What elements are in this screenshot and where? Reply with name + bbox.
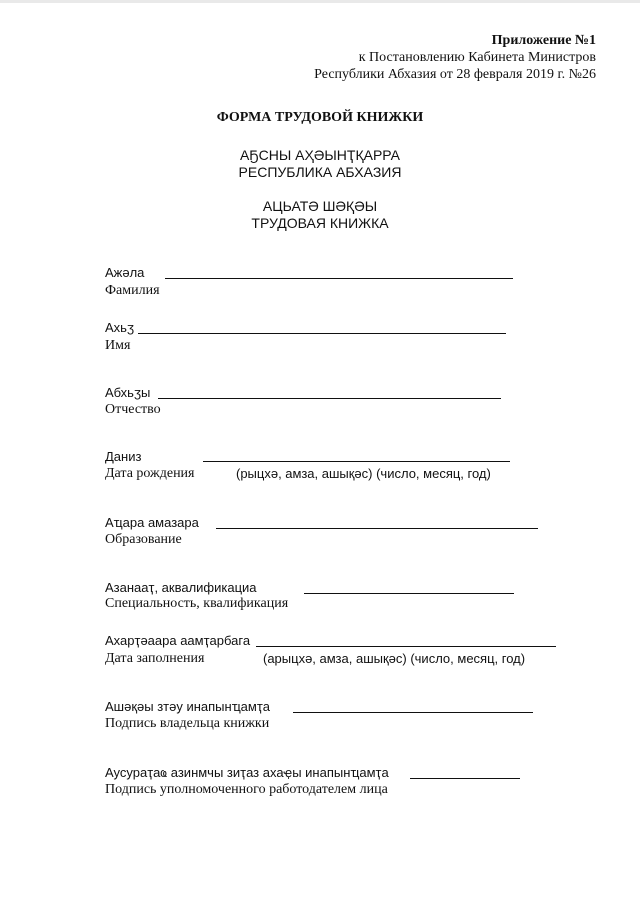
patronymic-line[interactable] [158, 398, 501, 399]
filldate-label-russian: Дата заполнения [105, 651, 205, 666]
filldate-label-abkhaz: Ахарҭәаара аамҭарбага [105, 633, 251, 648]
republic-abkhaz: АҔСНЫ АҲӘЫНҬҚАРРА [239, 147, 401, 163]
authorized-signature-label-russian: Подпись уполномоченного работодателем лица [105, 782, 388, 797]
filldate-format-hint: (арыцхә, амза, ашықәс) (число, месяц, год) [263, 651, 526, 666]
appendix-line-1: к Постановлению Кабинета Министров [358, 50, 596, 65]
authorized-signature-label-abkhaz: Аусураҭаҩ азинмчы зиҭаз ахаҿы инапынҵамҭа [105, 765, 389, 780]
republic-russian: РЕСПУБЛИКА АБХАЗИЯ [238, 164, 402, 180]
speciality-label-russian: Специальность, квалификация [105, 596, 289, 611]
book-russian: ТРУДОВАЯ КНИЖКА [251, 215, 389, 231]
education-label-abkhaz: Аҵара амазара [105, 515, 199, 530]
name-label-russian: Имя [105, 338, 131, 353]
birthdate-label-russian: Дата рождения [105, 466, 195, 481]
name-line[interactable] [138, 333, 506, 334]
birthdate-line[interactable] [203, 461, 510, 462]
education-label-russian: Образование [105, 532, 182, 547]
patronymic-label-abkhaz: Абхьӡы [105, 385, 151, 400]
owner-signature-line[interactable] [293, 712, 533, 713]
education-line[interactable] [216, 528, 538, 529]
surname-label-russian: Фамилия [105, 283, 160, 298]
book-abkhaz: АЦЬАТӘ ШӘҚӘЫ [262, 198, 378, 214]
birthdate-format-hint: (рыцхә, амза, ашықәс) (число, месяц, год) [236, 466, 491, 481]
owner-signature-label-russian: Подпись владельца книжки [105, 716, 270, 731]
scan-edge [0, 0, 640, 3]
surname-label-abkhaz: Ажәла [105, 265, 145, 280]
birthdate-label-abkhaz: Даниз [105, 449, 142, 464]
form-title: ФОРМА ТРУДОВОЙ КНИЖКИ [216, 110, 424, 125]
appendix-title: Приложение №1 [491, 33, 596, 48]
surname-line[interactable] [165, 278, 513, 279]
owner-signature-label-abkhaz: Ашәқәы зтәу инапынҵамҭа [105, 699, 271, 714]
appendix-line-2: Республики Абхазия от 28 февраля 2019 г. №26 [314, 67, 596, 82]
speciality-label-abkhaz: Азанааҭ, аквалификациа [105, 580, 257, 595]
name-label-abkhaz: Ахьӡ [105, 320, 135, 335]
filldate-line[interactable] [256, 646, 556, 647]
speciality-line[interactable] [304, 593, 514, 594]
patronymic-label-russian: Отчество [105, 402, 161, 417]
authorized-signature-line[interactable] [410, 778, 520, 779]
